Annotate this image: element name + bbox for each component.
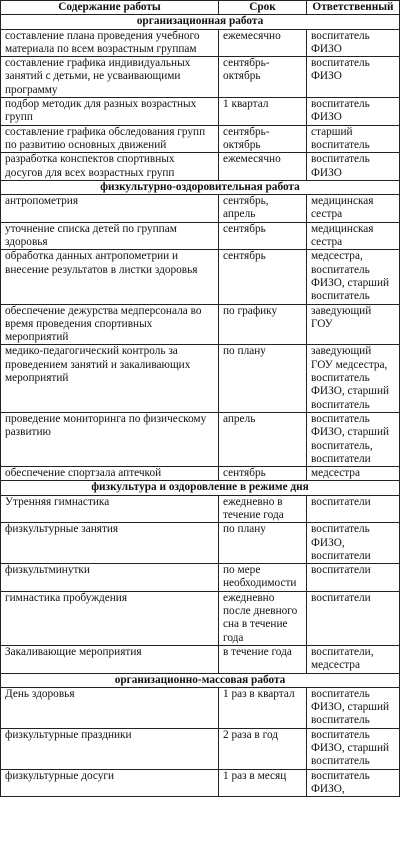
cell-content: физкультурные праздники: [1, 728, 219, 769]
table-row: [1, 467, 400, 481]
table-row: [1, 645, 400, 673]
cell-responsible: воспитатель ФИЗО: [307, 98, 400, 126]
cell-content: Утренняя гимнастика: [1, 495, 219, 523]
cell-responsible: медсестра, воспитатель ФИЗО, старший воспитатель: [307, 250, 400, 304]
cell-term: 2 раза в год: [219, 728, 307, 769]
cell-term: сентябрь: [219, 222, 307, 250]
table-row: [1, 222, 400, 250]
table-row: [1, 345, 400, 412]
cell-term: апрель: [219, 412, 307, 466]
cell-responsible: воспитатели, медсестра: [307, 645, 400, 673]
table-row: [1, 195, 400, 223]
cell-content: составление графика обследования групп по развитию основных движений: [1, 125, 219, 153]
cell-term: сентябрь, апрель: [219, 195, 307, 223]
cell-responsible: воспитатель ФИЗО, воспитатели: [307, 523, 400, 564]
header-term: Срок: [219, 1, 307, 15]
cell-responsible: воспитатель ФИЗО, старший воспитатель: [307, 728, 400, 769]
header-responsible: Ответственный: [307, 1, 400, 15]
cell-content: составление плана проведения учебного материала по всем возрастным группам: [1, 29, 219, 57]
cell-content: разработка конспектов спортивных досугов для всех возрастных групп: [1, 153, 219, 181]
section-row: [1, 15, 400, 29]
cell-term: 1 раз в месяц: [219, 769, 307, 797]
cell-content: составление графика индивидуальных занятий с детьми, не усваивающими программу: [1, 57, 219, 98]
cell-responsible: заведующий ГОУ медсестра, воспитатель ФИЗО, старший воспитатель: [307, 345, 400, 412]
cell-content: обеспечение спортзала аптечкой: [1, 467, 219, 481]
section-row: [1, 180, 400, 194]
cell-term: 1 раз в квартал: [219, 687, 307, 728]
table-row: [1, 250, 400, 304]
table-row: [1, 57, 400, 98]
cell-term: 1 квартал: [219, 98, 307, 126]
cell-term: по графику: [219, 304, 307, 345]
cell-term: сентябрь: [219, 250, 307, 304]
section-title: физкультурно-оздоровительная работа: [1, 180, 400, 194]
cell-term: сентябрь-октябрь: [219, 57, 307, 98]
cell-content: гимнастика пробуждения: [1, 591, 219, 645]
table-row: [1, 153, 400, 181]
cell-term: ежедневно в течение года: [219, 495, 307, 523]
table-row: [1, 98, 400, 126]
cell-term: ежемесячно: [219, 29, 307, 57]
cell-responsible: воспитатель ФИЗО, старший воспитатель, воспитатели: [307, 412, 400, 466]
cell-content: медико-педагогический контроль за проведением занятий и закаливающих мероприятий: [1, 345, 219, 412]
cell-content: проведение мониторинга по физическому развитию: [1, 412, 219, 466]
cell-responsible: воспитатель ФИЗО: [307, 153, 400, 181]
cell-content: День здоровья: [1, 687, 219, 728]
cell-responsible: воспитатель ФИЗО,: [307, 769, 400, 797]
cell-content: физкультминутки: [1, 564, 219, 592]
cell-content: физкультурные досуги: [1, 769, 219, 797]
cell-responsible: воспитатели: [307, 564, 400, 592]
section-title: организационно-массовая работа: [1, 673, 400, 687]
section-row: [1, 481, 400, 495]
cell-content: уточнение списка детей по группам здоровья: [1, 222, 219, 250]
table-row: [1, 728, 400, 769]
cell-content: физкультурные занятия: [1, 523, 219, 564]
table-row: [1, 412, 400, 466]
cell-term: по плану: [219, 523, 307, 564]
table-row: [1, 29, 400, 57]
cell-term: ежемесячно: [219, 153, 307, 181]
header-row: [1, 1, 400, 15]
cell-content: обеспечение дежурства медперсонала во время проведения спортивных мероприятий: [1, 304, 219, 345]
table-row: [1, 769, 400, 797]
table-row: [1, 591, 400, 645]
cell-term: ежедневно после дневного сна в течение года: [219, 591, 307, 645]
section-title: физкультура и оздоровление в режиме дня: [1, 481, 400, 495]
cell-term: сентябрь: [219, 467, 307, 481]
cell-content: Закаливающие мероприятия: [1, 645, 219, 673]
cell-responsible: медицинская сестра: [307, 195, 400, 223]
cell-responsible: заведующий ГОУ: [307, 304, 400, 345]
table-row: [1, 564, 400, 592]
cell-responsible: медицинская сестра: [307, 222, 400, 250]
cell-responsible: воспитатели: [307, 495, 400, 523]
cell-responsible: воспитатель ФИЗО, старший воспитатель: [307, 687, 400, 728]
table-row: [1, 523, 400, 564]
cell-responsible: медсестра: [307, 467, 400, 481]
cell-responsible: воспитатели: [307, 591, 400, 645]
section-row: [1, 673, 400, 687]
header-content: Содержание работы: [1, 1, 219, 15]
table-row: [1, 125, 400, 153]
cell-term: по мере необходимости: [219, 564, 307, 592]
cell-term: по плану: [219, 345, 307, 412]
cell-term: сентябрь-октябрь: [219, 125, 307, 153]
section-title: организационная работа: [1, 15, 400, 29]
cell-responsible: старший воспитатель: [307, 125, 400, 153]
table-row: [1, 687, 400, 728]
cell-content: подбор методик для разных возрастных групп: [1, 98, 219, 126]
table-row: [1, 304, 400, 345]
cell-content: обработка данных антропометрии и внесение результатов в листки здоровья: [1, 250, 219, 304]
cell-content: антропометрия: [1, 195, 219, 223]
cell-responsible: воспитатель ФИЗО: [307, 29, 400, 57]
table-row: [1, 495, 400, 523]
cell-term: в течение года: [219, 645, 307, 673]
cell-responsible: воспитатель ФИЗО: [307, 57, 400, 98]
